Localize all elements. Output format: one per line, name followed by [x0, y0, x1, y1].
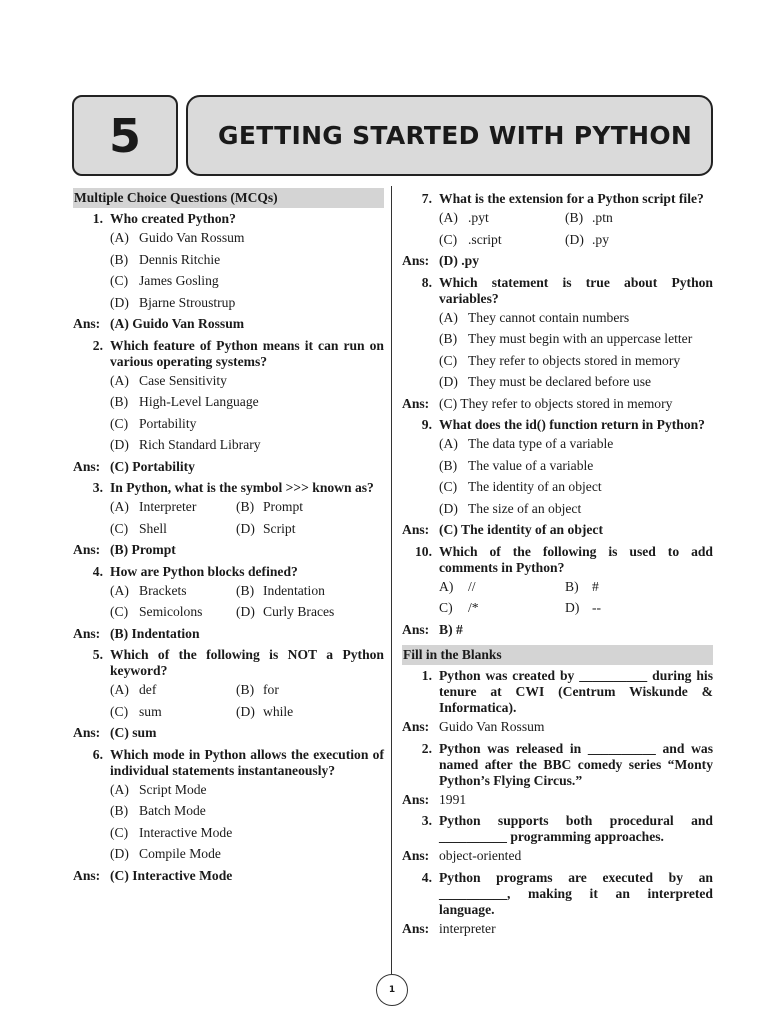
question-text: What does the id() function return in Python?	[439, 417, 705, 432]
answer-text: B) #	[439, 621, 463, 637]
chapter-title: GETTING STARTED WITH PYTHON	[186, 95, 713, 176]
mcq-list-left	[73, 211, 384, 886]
option	[402, 307, 713, 329]
answer	[402, 250, 713, 272]
option-letter: (D)	[110, 437, 129, 452]
answer	[73, 722, 384, 744]
option	[73, 413, 384, 435]
option-row	[73, 601, 384, 623]
option-letter: (A)	[439, 309, 458, 325]
option-text: Curly Braces	[263, 604, 335, 619]
answer-label: Ans:	[402, 848, 430, 863]
question-text: What is the extension for a Python script file?	[439, 191, 704, 206]
answer-text: (B) Indentation	[110, 625, 200, 641]
option-letter: (C)	[439, 352, 458, 368]
question-text: Python was released in __________ and was named after the BBC comedy series “Monty Python’s Flying Circus.”	[439, 740, 713, 788]
option-text: Script	[263, 520, 296, 536]
option-row	[402, 576, 713, 598]
answer	[402, 789, 713, 811]
option	[73, 249, 384, 271]
option-letter: (B)	[439, 331, 458, 346]
question-number: 3.	[92, 480, 103, 495]
answer-text: object-oriented	[439, 848, 522, 863]
option-text: Indentation	[263, 582, 325, 598]
option-text: The size of an object	[468, 500, 582, 516]
option-letter: (D)	[236, 604, 255, 619]
option-text: /*	[468, 600, 479, 615]
fill-question	[402, 668, 713, 716]
question-number: 4.	[92, 563, 103, 579]
question	[73, 564, 384, 580]
answer-text: (C) They refer to objects stored in memory	[439, 395, 673, 411]
option-letter: (B)	[110, 394, 129, 409]
answer-text: interpreter	[439, 920, 496, 936]
question	[73, 211, 384, 227]
option-row	[402, 597, 713, 619]
answer	[73, 865, 384, 887]
answer-label: Ans:	[73, 316, 101, 331]
option-row	[402, 207, 713, 229]
option-text: They must begin with an uppercase letter	[468, 331, 693, 346]
question-text: Which of the following is used to add comments in Python?	[439, 543, 713, 575]
question	[402, 275, 713, 307]
answer-text: Guido Van Rossum	[439, 719, 545, 734]
option-letter: (A)	[110, 682, 129, 697]
option	[73, 292, 384, 314]
question	[73, 647, 384, 679]
option-text: Script Mode	[139, 781, 207, 797]
option-text: def	[139, 682, 157, 697]
question-text: Python supports both procedural and __________ programming approaches.	[439, 813, 713, 844]
answer	[73, 623, 384, 645]
option-letter: (B)	[236, 499, 255, 514]
answer-text: (B) Prompt	[110, 542, 176, 557]
option	[402, 433, 713, 455]
option-text: They refer to objects stored in memory	[468, 352, 681, 368]
question-number: 3.	[421, 813, 432, 828]
answer-text: (D) .py	[439, 253, 480, 268]
option-letter: (A)	[110, 372, 129, 388]
answer	[402, 918, 713, 940]
option-letter: (A)	[439, 210, 458, 225]
answer-text: (A) Guido Van Rossum	[110, 316, 245, 331]
fill-question	[402, 741, 713, 789]
option	[73, 800, 384, 822]
page-number: 1	[376, 974, 408, 1006]
option-letter: (A)	[439, 436, 458, 451]
answer	[73, 456, 384, 478]
option-letter: (C)	[110, 604, 129, 619]
mcq-section-heading: Multiple Choice Questions (MCQs)	[73, 188, 384, 208]
option-letter: (B)	[236, 682, 255, 697]
option-text: The value of a variable	[468, 457, 594, 473]
option-letter: (A)	[110, 582, 129, 598]
option-text: Bjarne Stroustrup	[139, 294, 236, 310]
option-text: for	[263, 682, 279, 697]
question-number: 5.	[92, 647, 103, 662]
answer-label: Ans:	[402, 719, 430, 734]
option	[402, 371, 713, 393]
column-divider	[391, 186, 392, 974]
option-letter: (C)	[439, 231, 458, 247]
option-letter: (C)	[439, 479, 458, 494]
option-text: The data type of a variable	[468, 436, 614, 451]
option-letter: (D)	[110, 846, 129, 861]
option	[402, 350, 713, 372]
option	[402, 328, 713, 350]
option-letter: (D)	[236, 703, 255, 719]
fill-question	[402, 813, 713, 845]
question-text: Which statement is true about Python variables?	[439, 274, 713, 306]
answer-text: (C) sum	[110, 725, 157, 740]
option	[73, 227, 384, 249]
answer-label: Ans:	[402, 253, 430, 268]
option	[402, 498, 713, 520]
option-letter: (C)	[110, 415, 129, 431]
option-text: Dennis Ritchie	[139, 251, 221, 267]
option	[402, 476, 713, 498]
option-text: Compile Mode	[139, 846, 221, 861]
option-text: Interactive Mode	[139, 824, 233, 840]
option-text: James Gosling	[139, 273, 219, 288]
option-text: Semicolons	[139, 604, 203, 619]
chapter-number: 5	[72, 95, 178, 176]
answer-text: 1991	[439, 791, 467, 807]
question-number: 7.	[421, 191, 432, 206]
right-column	[402, 188, 713, 939]
question-number: 9.	[421, 417, 432, 432]
option-text: .ptn	[592, 210, 613, 225]
answer-label: Ans:	[402, 522, 430, 537]
option-text: Batch Mode	[139, 803, 206, 818]
answer	[73, 313, 384, 335]
option	[73, 779, 384, 801]
option-row	[402, 229, 713, 251]
question	[402, 191, 713, 207]
question-text: How are Python blocks defined?	[110, 563, 298, 579]
answer-label: Ans:	[402, 621, 430, 637]
option-letter: (B)	[565, 210, 584, 225]
option-text: Shell	[139, 520, 167, 536]
option-text: Brackets	[139, 582, 187, 598]
option-letter: (C)	[110, 273, 129, 288]
question-text: Python programs are executed by an __________, making it an interpreted language.	[439, 869, 713, 917]
question	[402, 417, 713, 433]
option-row	[73, 580, 384, 602]
fill-question	[402, 870, 713, 918]
option-text: //	[468, 578, 476, 594]
answer-label: Ans:	[402, 395, 430, 411]
option	[73, 391, 384, 413]
answer	[402, 716, 713, 738]
question-text: Which feature of Python means it can run on various operating systems?	[110, 337, 384, 369]
option-letter: (A)	[110, 781, 129, 797]
answer-label: Ans:	[73, 458, 101, 474]
fill-blanks-list	[402, 668, 713, 939]
option-letter: (D)	[236, 520, 255, 536]
option-letter: (D)	[439, 374, 458, 389]
question-number: 8.	[421, 274, 432, 290]
option-letter: (C)	[110, 703, 129, 719]
question	[73, 747, 384, 779]
answer-label: Ans:	[73, 867, 101, 883]
option-text: They cannot contain numbers	[468, 309, 630, 325]
option-letter: (D)	[565, 231, 584, 247]
option-letter: C)	[439, 600, 453, 615]
option-text: Guido Van Rossum	[139, 230, 245, 245]
answer	[402, 619, 713, 641]
answer-text: (C) Portability	[110, 458, 195, 474]
answer	[402, 393, 713, 415]
option-text: The identity of an object	[468, 479, 602, 494]
option-letter: (B)	[439, 457, 458, 473]
option-letter: (A)	[110, 499, 129, 514]
question-text: In Python, what is the symbol >>> known as?	[110, 480, 374, 495]
question-text: Python was created by __________ during his tenure at CWI (Centrum Wiskunde & Informatica).	[439, 668, 713, 715]
option-text: .script	[468, 231, 502, 247]
option-text: High-Level Language	[139, 394, 259, 409]
question	[73, 480, 384, 496]
question-number: 1.	[421, 668, 432, 683]
option-text: --	[592, 600, 602, 615]
option-letter: D)	[565, 600, 580, 615]
option-letter: B)	[565, 578, 579, 594]
question-text: Who created Python?	[110, 211, 236, 226]
question-number: 1.	[92, 211, 103, 226]
option-letter: (D)	[110, 294, 129, 310]
option-text: They must be declared before use	[468, 374, 652, 389]
option-text: .pyt	[468, 210, 489, 225]
answer-label: Ans:	[73, 542, 101, 557]
answer	[402, 845, 713, 867]
option	[402, 455, 713, 477]
option-row	[73, 679, 384, 701]
option	[73, 370, 384, 392]
option-text: Prompt	[263, 499, 304, 514]
option-row	[73, 496, 384, 518]
option-letter: (C)	[110, 824, 129, 840]
option	[73, 434, 384, 456]
question-number: 2.	[92, 337, 103, 353]
left-column	[73, 188, 384, 886]
option-text: #	[592, 578, 599, 594]
option-text: sum	[139, 703, 162, 719]
option-text: Portability	[139, 415, 197, 431]
option	[73, 822, 384, 844]
question-text: Which mode in Python allows the execution of individual statements instantaneously?	[110, 746, 384, 778]
question-number: 10.	[415, 543, 432, 559]
option-text: while	[263, 703, 294, 719]
answer	[402, 519, 713, 541]
option-letter: (A)	[110, 230, 129, 245]
answer-label: Ans:	[402, 791, 430, 807]
question-number: 4.	[421, 869, 432, 885]
answer-label: Ans:	[402, 920, 430, 936]
option-letter: A)	[439, 578, 454, 594]
question-number: 6.	[92, 746, 103, 762]
answer-text: (C) The identity of an object	[439, 522, 603, 537]
option	[73, 843, 384, 865]
question-text: Which of the following is NOT a Python keyword?	[110, 647, 384, 678]
option-text: Interpreter	[139, 499, 197, 514]
option-letter: (C)	[110, 520, 129, 536]
option-text: Case Sensitivity	[139, 372, 227, 388]
mcq-list-right	[402, 191, 713, 640]
answer	[73, 539, 384, 561]
option	[73, 270, 384, 292]
option-text: .py	[592, 231, 609, 247]
option-row	[73, 701, 384, 723]
question	[73, 338, 384, 370]
question-number: 2.	[421, 740, 432, 756]
answer-text: (C) Interactive Mode	[110, 867, 233, 883]
option-letter: (B)	[110, 251, 129, 267]
fill-blanks-heading: Fill in the Blanks	[402, 645, 713, 665]
option-letter: (D)	[439, 500, 458, 516]
option-letter: (B)	[236, 582, 255, 598]
option-letter: (B)	[110, 803, 129, 818]
answer-label: Ans:	[73, 725, 101, 740]
answer-label: Ans:	[73, 625, 101, 641]
question	[402, 544, 713, 576]
option-text: Rich Standard Library	[139, 437, 261, 452]
option-row	[73, 518, 384, 540]
